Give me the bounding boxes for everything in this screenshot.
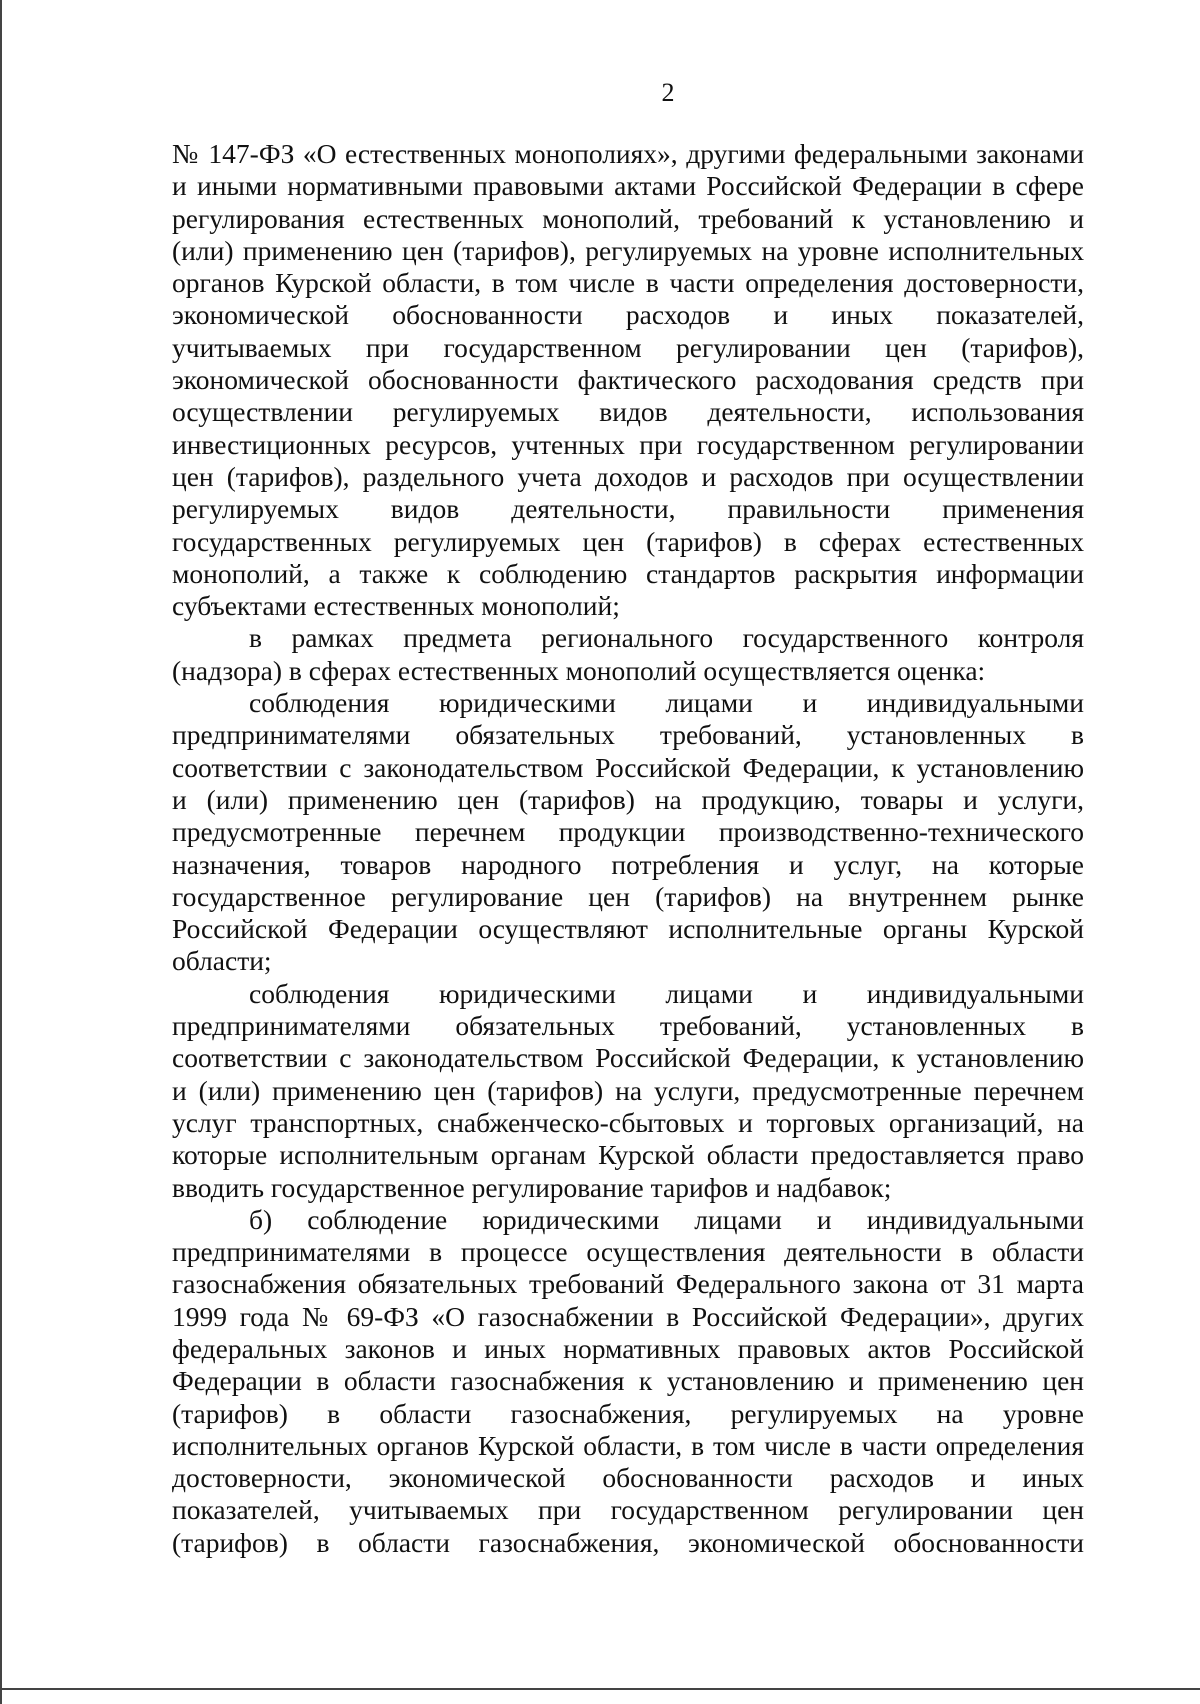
text-line: (тарифов) в области газоснабжения, регулируемых на уровне xyxy=(172,1397,1084,1429)
text-line: осуществлении регулируемых видов деятельности, использования xyxy=(172,396,1084,428)
text-line: соответствии с законодательством Российской Федерации, к установлению xyxy=(172,751,1084,783)
text-line: предусмотренные перечнем продукции производственно-технического xyxy=(172,816,1084,848)
text-line: и (или) применению цен (тарифов) на услуги, предусмотренные перечнем xyxy=(172,1074,1084,1106)
text-line: предпринимателями обязательных требований, установленных в xyxy=(172,719,1084,751)
document-body xyxy=(172,138,1084,1559)
scan-left-edge xyxy=(0,0,2,1704)
text-line: (или) применению цен (тарифов), регулируемых на уровне исполнительных xyxy=(172,234,1084,266)
page-number: 2 xyxy=(661,78,675,107)
text-line: исполнительных органов Курской области, в том числе в части определения xyxy=(172,1429,1084,1461)
text-line: субъектами естественных монополий; xyxy=(172,590,620,622)
text-line: достоверности, экономической обоснованности расходов и иных xyxy=(172,1462,1084,1494)
text-line: предпринимателями в процессе осуществления деятельности в области xyxy=(172,1236,1084,1268)
text-line: экономической обоснованности расходов и иных показателей, xyxy=(172,299,1084,331)
text-line: предпринимателями обязательных требований, установленных в xyxy=(172,1010,1084,1042)
text-line: федеральных законов и иных нормативных правовых актов Российской xyxy=(172,1332,1084,1364)
text-line: (тарифов) в области газоснабжения, экономической обоснованности xyxy=(172,1526,1084,1558)
text-line: вводить государственное регулирование тарифов и надбавок; xyxy=(172,1171,892,1203)
text-line: и иными нормативными правовыми актами Российской Федерации в сфере xyxy=(172,170,1084,202)
text-line: назначения, товаров народного потребления и услуг, на которые xyxy=(172,848,1084,880)
text-line: соответствии с законодательством Российской Федерации, к установлению xyxy=(172,1042,1084,1074)
text-line: государственное регулирование цен (тарифов) на внутреннем рынке xyxy=(172,880,1084,912)
text-line: показателей, учитываемых при государственном регулировании цен xyxy=(172,1494,1084,1526)
text-line: газоснабжения обязательных требований Федерального закона от 31 марта xyxy=(172,1268,1084,1300)
text-line: государственных регулируемых цен (тарифов) в сферах естественных xyxy=(172,525,1084,557)
text-line: соблюдения юридическими лицами и индивидуальными xyxy=(249,977,1084,1009)
text-line: органов Курской области, в том числе в части определения достоверности, xyxy=(172,267,1084,299)
text-line: монополий, а также к соблюдению стандартов раскрытия информации xyxy=(172,557,1084,589)
text-line: которые исполнительным органам Курской области предоставляется право xyxy=(172,1139,1084,1171)
text-line: и (или) применению цен (тарифов) на продукцию, товары и услуги, xyxy=(172,783,1084,815)
text-line: 1999 года № 69-ФЗ «О газоснабжении в Российской Федерации», других xyxy=(172,1300,1084,1332)
text-line: № 147-ФЗ «О естественных монополиях», другими федеральными законами xyxy=(172,138,1084,169)
scan-bottom-edge xyxy=(0,1688,1200,1690)
text-line: в рамках предмета регионального государственного контроля xyxy=(249,622,1084,654)
text-line: экономической обоснованности фактического расходования средств при xyxy=(172,364,1084,396)
text-line: соблюдения юридическими лицами и индивидуальными xyxy=(249,687,1084,719)
text-line: учитываемых при государственном регулировании цен (тарифов), xyxy=(172,331,1084,363)
text-line: услуг транспортных, снабженческо-сбытовых и торговых организаций, на xyxy=(172,1106,1084,1138)
text-line: б) соблюдение юридическими лицами и индивидуальными xyxy=(249,1203,1084,1235)
text-line: регулирования естественных монополий, требований к установлению и xyxy=(172,202,1084,234)
text-line: инвестиционных ресурсов, учтенных при государственном регулировании xyxy=(172,428,1084,460)
text-line: (надзора) в сферах естественных монополий осуществляется оценка: xyxy=(172,654,986,686)
text-line: Российской Федерации осуществляют исполнительные органы Курской xyxy=(172,913,1084,945)
text-line: цен (тарифов), раздельного учета доходов и расходов при осуществлении xyxy=(172,460,1084,492)
text-line: Федерации в области газоснабжения к установлению и применению цен xyxy=(172,1365,1084,1397)
text-line: области; xyxy=(172,945,272,977)
text-line: регулируемых видов деятельности, правильности применения xyxy=(172,493,1084,525)
